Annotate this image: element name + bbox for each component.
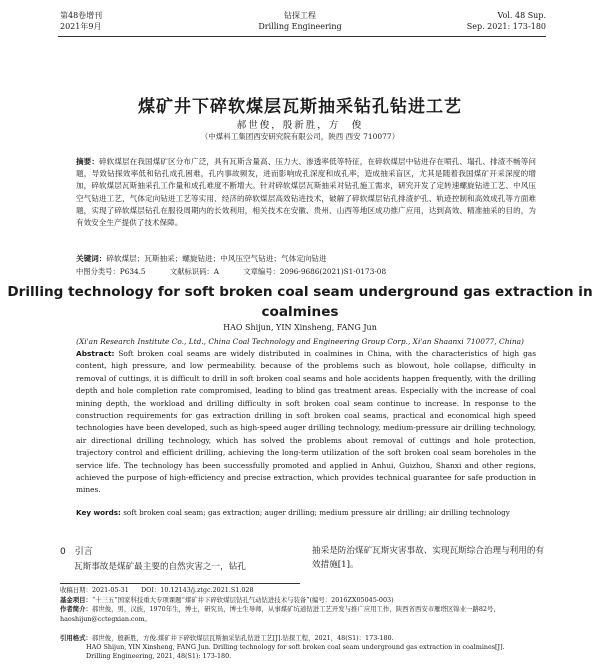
affiliation-en: (Xi'an Research Institute Co., Ltd., China Coal Technology and Engineering Group Corp., Xi'an Shaanxi 710077, China) <box>76 337 524 346</box>
header-divider <box>58 36 546 37</box>
body-text-right-column: 抽采是防治煤矿瓦斯灾害事故、实现瓦斯综合治理与利用的有效措施[1]。 <box>312 546 545 570</box>
journal-name-cn: 钻探工程 <box>284 11 316 20</box>
received-date: 收稿日期：2021-05-31 <box>60 586 129 594</box>
abstract-en <box>76 348 536 497</box>
bio-label: 作者简介： <box>60 605 92 613</box>
fund-label: 基金项目： <box>60 595 92 604</box>
body-text-left-column: 瓦斯事故是煤矿最主要的自然灾害之一，钻孔 <box>74 562 246 572</box>
bio-text: 郝世俊，男，汉族，1970年生，博士，研究员，博士生导师，从事煤矿坑道钻进工艺开发与推广应用工作，陕西省西安市雁塔区锦业一路82号，haoshijun@cctegxian.com。 <box>60 605 500 623</box>
keywords-en <box>76 508 536 518</box>
citation-cn: 郝世俊，殷新胜，方俊.煤矿井下碎软煤层瓦斯抽采钻孔钻进工艺[J].钻探工程，2021，48(S1)：173-180. <box>91 633 394 642</box>
citation-label: 引用格式： <box>60 633 92 642</box>
issue-date-cn: 2021年9月 <box>60 22 102 31</box>
authors-en: HAO Shijun, YIN Xinsheng, FANG Jun <box>223 323 377 332</box>
abstract-cn <box>76 156 536 229</box>
issue-date-en: Sep. 2021: 173-180 <box>466 22 546 31</box>
classification-meta <box>76 266 536 277</box>
keywords-en-text: soft broken coal seam; gas extraction; auger drilling; medium pressure air drilling; air drilling technology <box>123 508 510 517</box>
clc-number: 中图分类号：P634.5 <box>76 267 146 276</box>
citation-en-line2: Drilling Engineering, 2021, 48(S1): 173-180. <box>86 652 232 660</box>
section-heading-introduction: 0 引言 <box>60 547 93 557</box>
running-header-right <box>467 10 546 32</box>
citation-en-line1: HAO Shijun, YIN Xinsheng, FANG Jun. Drilling technology for soft broken coal seam underground gas extraction in coalmines[J]. <box>86 643 505 651</box>
volume-cn: 第48卷增刊 <box>60 11 103 20</box>
keywords-cn-label: 关键词： <box>76 254 107 263</box>
journal-name-en: Drilling Engineering <box>258 22 342 31</box>
footnote-author-bio <box>60 605 548 633</box>
article-title-cn: 煤矿井下碎软煤层瓦斯抽采钻孔钻进工艺 <box>138 97 462 117</box>
doi: DOI：10.12143/j.ztgc.2021.S1.028 <box>141 586 254 594</box>
affiliation-cn: （中煤科工集团西安研究院有限公司，陕西 西安 710077） <box>200 132 400 141</box>
abstract-cn-label: 摘要： <box>76 157 100 166</box>
footnote-divider <box>60 583 300 584</box>
keywords-en-label: Key words: <box>76 508 121 517</box>
footnote-fund <box>60 596 548 606</box>
fund-text: “十三五”国家科技重大专项课题“煤矿井下碎软煤层钻孔气动钻进技术与装备”(编号：2016ZX05045-003) <box>91 595 394 604</box>
footnote-citation-cn <box>60 634 548 644</box>
keywords-cn-text: 碎软煤层；瓦斯抽采；螺旋钻进；中风压空气钻进；气体定向钻进 <box>106 254 327 263</box>
footnote-received <box>60 586 548 596</box>
abstract-cn-text: 碎软煤层在我国煤矿区分布广泛，具有瓦斯含量高、压力大、渗透率低等特征，在碎软煤层中钻进存在喷孔、塌孔、排渣不畅等问题，导致钻探效率低和钻孔成孔困难，孔内事故频发，进而影响成孔深度和成孔率，造成抽采盲区，尤其是随着我国煤矿开采深度的增加，碎软煤层瓦斯抽采孔工作量和成孔难度不断增大。针对碎软煤层瓦斯抽采对钻孔施工需求，研究开发了定转速螺旋钻进工艺、中风压空气钻进工艺，气体定向钻进工艺等实用、经济的碎软煤层高效钻进技术，破解了碎软煤层钻孔排渣护孔、轨迹控制和高效成孔等方面难题，实现了碎软煤层钻孔在服役周期内的长效利用，相关技术在安徽、贵州、山西等地区成功推广应用，达到高效、精准抽采的目的，为有效安全生产提供了技术保障。 <box>76 157 537 228</box>
abstract-en-label: Abstract: <box>76 349 115 358</box>
document-code: 文献标识码：A <box>169 267 219 276</box>
article-number: 文章编号：2096-9686(2021)S1-0173-08 <box>243 267 387 276</box>
abstract-en-text: Soft broken coal seams are widely distributed in coalmines in China, with the characteristics of high gas content, high pressure, and low permeability. because of the problems such as blowout, hole collapse, difficulty in removal of cuttings, it is difficult to drill in soft broken coal seams and hole accidents happen frequently, with the drilling depth and hole completion rate compromised, leading to blind gas treatment areas. Especially with the increase of coal mining depth, the workload and drilling difficulty in soft broken coal seam continue to increase. In response to the construction requirements for gas extraction drilling in soft broken coal seams, practical and economical high speed technologies have been developed, such as high-speed auger drilling technology, medium-pressure air drilling technology, air directional drilling technology, which has solved the problems about removal of cuttings and hole protection, trajectory control and efficient drilling, achieving the long-term utilization of the soft broken coal seam boreholes in the service life. The technology has been successfully promoted and applied in Anhui, Guizhou, Shanxi and other regions, achieved the purpose of high-efficiency and precise extraction, which provides technical guarantee for safe production in mines. <box>76 349 536 495</box>
article-title-en: Drilling technology for soft broken coal seam underground gas extraction in coalmines <box>7 284 593 320</box>
volume-en: Vol. 48 Sup. <box>497 11 546 20</box>
keywords-cn <box>76 253 536 264</box>
authors-cn: 郝世俊，殷新胜，方 俊 <box>236 120 364 131</box>
